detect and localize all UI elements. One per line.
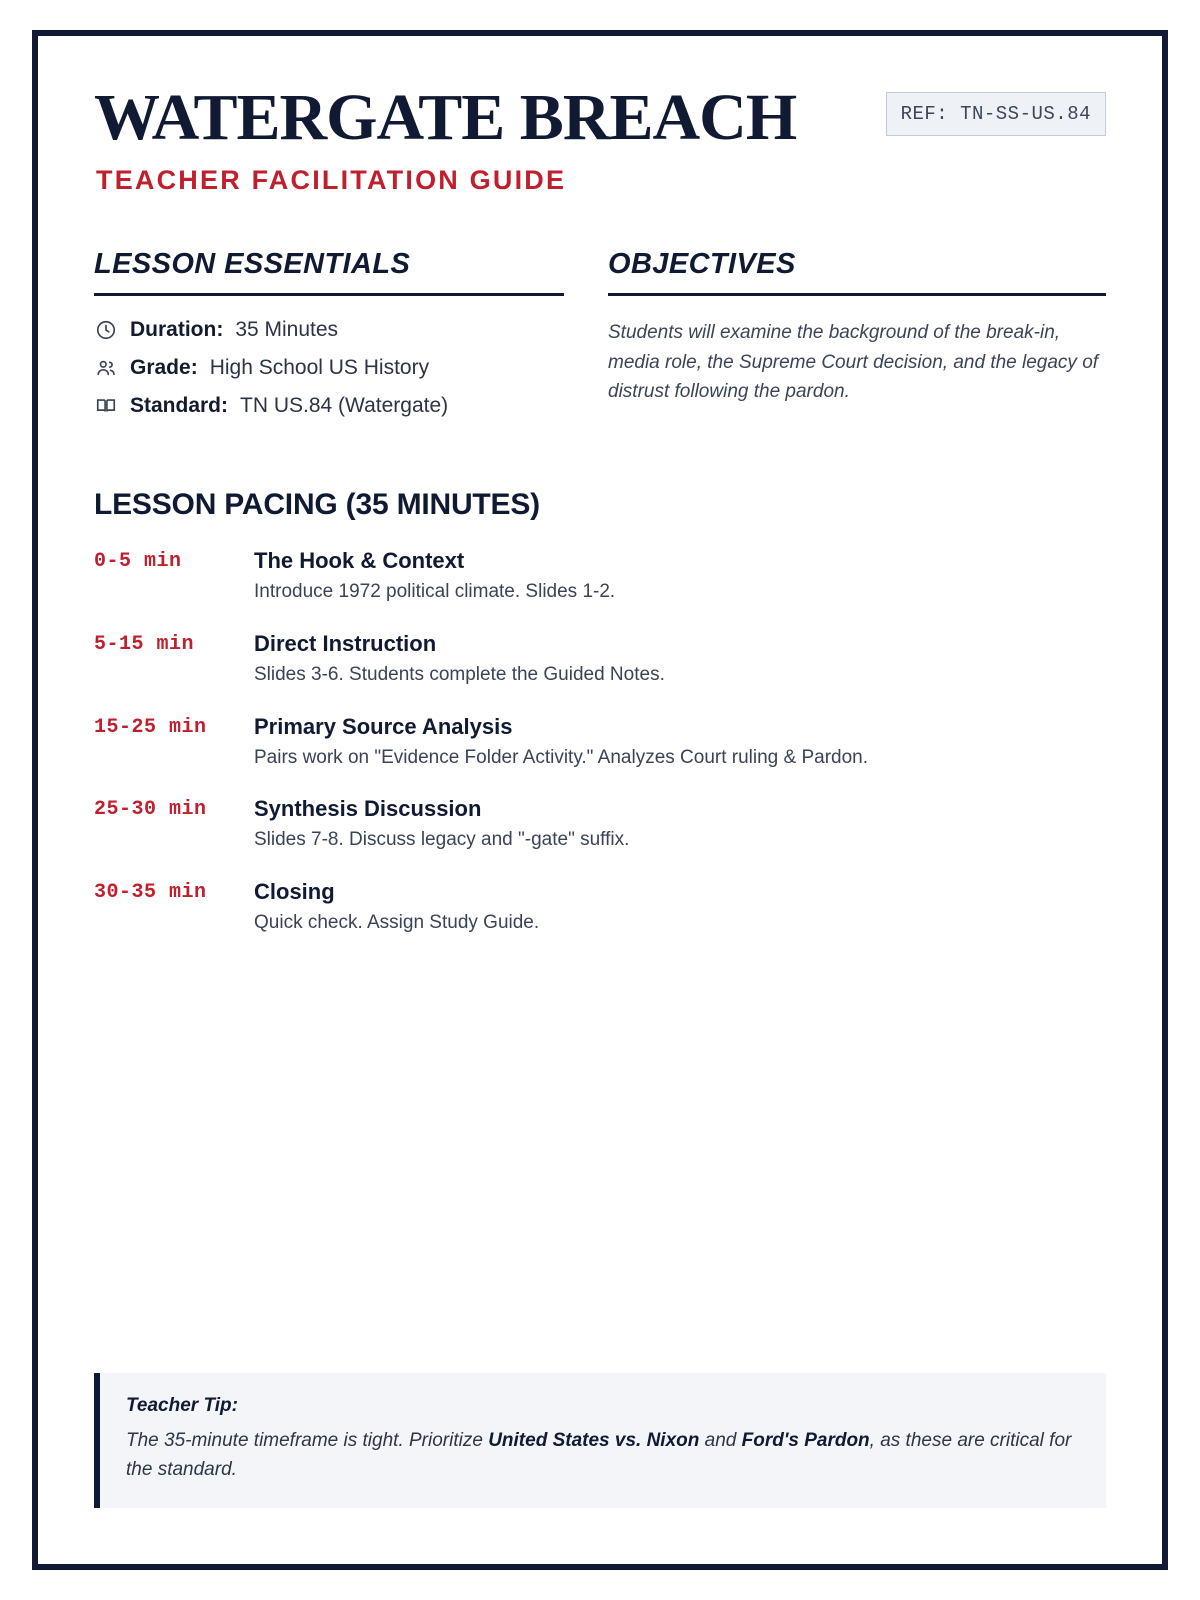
pacing-time: 15-25 min <box>94 715 207 739</box>
pacing-body <box>254 714 1106 771</box>
teacher-tip-text <box>126 1427 1080 1484</box>
pacing-body <box>254 631 1106 688</box>
pacing-time: 30-35 min <box>94 880 207 904</box>
pacing-name: Direct Instruction <box>254 630 437 656</box>
pacing-name: Primary Source Analysis <box>254 713 513 739</box>
lesson-pacing-list <box>94 548 1106 935</box>
essential-row-grade <box>94 356 564 380</box>
essential-label-standard: Standard: <box>130 394 229 418</box>
pacing-description: Quick check. Assign Study Guide. <box>254 911 540 933</box>
pacing-description: Pairs work on "Evidence Folder Activity." Analyzes Court ruling & Pardon. <box>254 746 869 768</box>
document-header <box>94 81 1106 196</box>
lesson-pacing-heading: LESSON PACING (35 MINUTES) <box>94 488 540 522</box>
pacing-time: 0-5 min <box>94 550 182 574</box>
essential-label-duration: Duration: <box>130 318 224 342</box>
teacher-tip-label: Teacher Tip: <box>126 1395 238 1416</box>
essential-row-duration <box>94 318 564 342</box>
objectives-section <box>608 248 1106 432</box>
pacing-name: The Hook & Context <box>254 548 465 574</box>
tip-emphasis-pardon: Ford's Pardon <box>741 1430 870 1451</box>
pacing-body <box>254 796 1106 853</box>
page-subtitle: TEACHER FACILITATION GUIDE <box>96 165 567 196</box>
objectives-text: Students will examine the background of the break-in, media role, the Supreme Court decision, and the legacy of distrust following the pardon. <box>608 322 1099 403</box>
pacing-time: 25-30 min <box>94 798 207 822</box>
tip-text-part2: and <box>699 1430 742 1451</box>
info-columns <box>94 248 1106 432</box>
list-item <box>94 879 1106 936</box>
essential-value-grade: High School US History <box>209 356 430 380</box>
objectives-heading: OBJECTIVES <box>608 248 796 281</box>
pacing-description: Introduce 1972 political climate. Slides 1-2. <box>254 581 616 603</box>
essential-value-standard: TN US.84 (Watergate) <box>240 394 449 418</box>
tip-text-part3: , as these are critical for the standard. <box>126 1430 1072 1480</box>
clock-icon <box>94 318 118 342</box>
essential-value-duration: 35 Minutes <box>235 318 339 342</box>
document-frame <box>32 30 1168 1570</box>
pacing-description: Slides 3-6. Students complete the Guided Notes. <box>254 663 665 685</box>
lesson-essentials-section <box>94 248 564 432</box>
book-icon <box>94 394 118 418</box>
list-item <box>94 548 1106 605</box>
tip-emphasis-nixon: United States vs. Nixon <box>488 1430 700 1451</box>
essential-label-grade: Grade: <box>130 356 198 380</box>
reference-badge: REF: TN-SS-US.84 <box>886 92 1106 136</box>
pacing-name: Closing <box>254 878 335 904</box>
pacing-body <box>254 879 1106 936</box>
pacing-name: Synthesis Discussion <box>254 796 482 822</box>
essential-row-standard <box>94 394 564 418</box>
pacing-description: Slides 7-8. Discuss legacy and "-gate" suffix. <box>254 829 630 851</box>
page-title: WATERGATE BREACH <box>94 81 797 154</box>
divider-objectives <box>608 293 1106 296</box>
lesson-essentials-heading: LESSON ESSENTIALS <box>94 248 411 281</box>
list-item <box>94 714 1106 771</box>
list-item <box>94 631 1106 688</box>
divider-essentials <box>94 293 564 296</box>
tip-text-part1: The 35-minute timeframe is tight. Prioritize <box>126 1430 489 1451</box>
teacher-tip-box <box>94 1373 1106 1508</box>
people-icon <box>94 356 118 380</box>
pacing-body <box>254 548 1106 605</box>
pacing-time: 5-15 min <box>94 632 195 656</box>
list-item <box>94 796 1106 853</box>
